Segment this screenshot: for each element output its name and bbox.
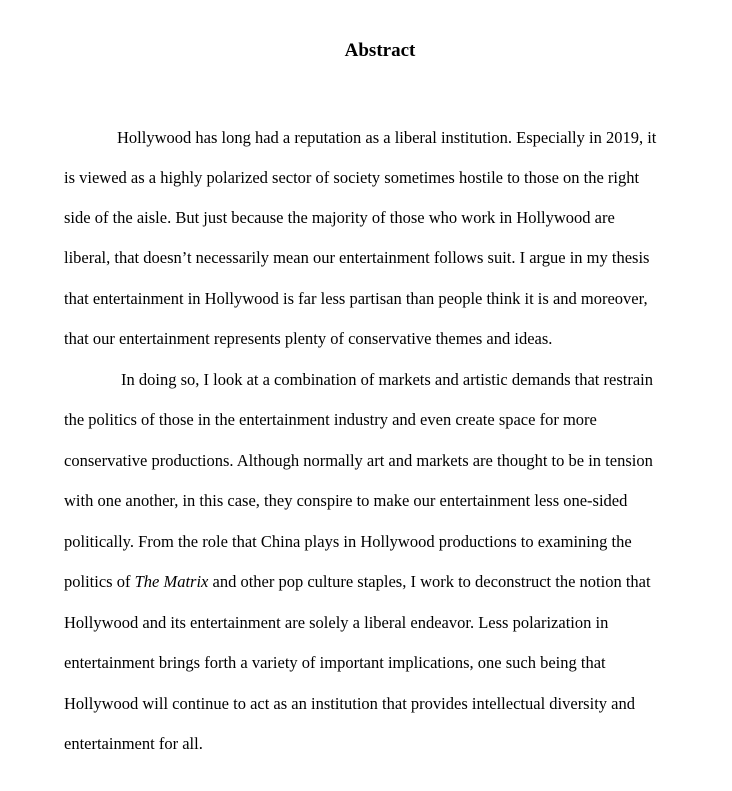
paragraph-2-line-2: the politics of those in the entertainment industry and even create space for more — [64, 410, 597, 429]
paragraph-2-line-1: In doing so, I look at a combination of markets and artistic demands that restrain — [121, 370, 653, 389]
paragraph-2-line-4: with one another, in this case, they conspire to make our entertainment less one-sided — [64, 491, 628, 510]
paragraph-2-line-8: entertainment brings forth a variety of important implications, one such being that — [64, 653, 606, 672]
paragraph-2-line-5: politically. From the role that China plays in Hollywood productions to examining the — [64, 532, 632, 551]
paragraph-2-line-3: conservative productions. Although normally art and markets are thought to be in tension — [64, 451, 653, 470]
paragraph-2-line-9: Hollywood will continue to act as an institution that provides intellectual diversity and — [64, 694, 635, 713]
paragraph-1-line-2: is viewed as a highly polarized sector of society sometimes hostile to those on the right — [64, 168, 640, 187]
paragraph-1-line-1: Hollywood has long had a reputation as a liberal institution. Especially in 2019, it — [117, 128, 657, 147]
paragraph-1-line-5: that entertainment in Hollywood is far less partisan than people think it is and moreover, — [64, 289, 648, 308]
abstract-title: Abstract — [344, 40, 416, 61]
line-text-before: politics of — [64, 572, 135, 591]
film-title-italic: The Matrix — [134, 572, 209, 591]
paragraph-1-line-4: liberal, that doesn’t necessarily mean our entertainment follows suit. I argue in my thesis — [64, 248, 650, 267]
paragraph-2-line-6 — [64, 570, 651, 594]
paragraph-2-line-7: Hollywood and its entertainment are solely a liberal endeavor. Less polarization in — [64, 613, 609, 632]
line-text-after: and other pop culture staples, I work to deconstruct the notion that — [208, 572, 651, 591]
paragraph-1-line-3: side of the aisle. But just because the majority of those who work in Hollywood are — [64, 208, 615, 227]
paragraph-2-line-10: entertainment for all. — [64, 734, 203, 753]
paragraph-1-line-6: that our entertainment represents plenty of conservative themes and ideas. — [64, 329, 553, 348]
